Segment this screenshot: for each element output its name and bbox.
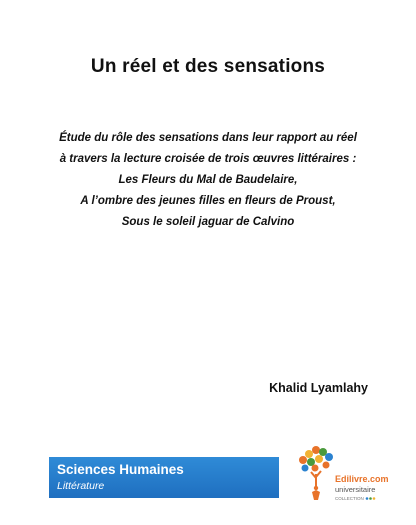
subtitle-line: Sous le soleil jaguar de Calvino (121, 216, 295, 228)
collection-banner (49, 457, 279, 498)
collection-name: Sciences Humaines (57, 462, 184, 477)
subtitle-line: Les Fleurs du Mal de Baudelaire, (118, 174, 298, 186)
book-title: Un réel et des sensations (90, 56, 326, 77)
collection-subcategory: Littérature (57, 480, 105, 492)
publisher-logo-icon (289, 444, 389, 508)
logo-text: Edilivre.com (335, 474, 389, 484)
book-subtitle (20, 128, 396, 233)
subtitle-line: à travers la lecture croisée de trois œuvres littéraires : (59, 153, 357, 165)
subtitle-line: Étude du rôle des sensations dans leur rapport au réel (59, 132, 357, 144)
logo-collection-text: COLLECTION (335, 496, 364, 501)
author-name: Khalid Lyamlahy (269, 381, 368, 395)
subtitle-line: A l’ombre des jeunes filles en fleurs de Proust, (80, 195, 336, 207)
logo-subtext: universitaire (335, 485, 376, 494)
logo-tree-icon (299, 446, 333, 500)
